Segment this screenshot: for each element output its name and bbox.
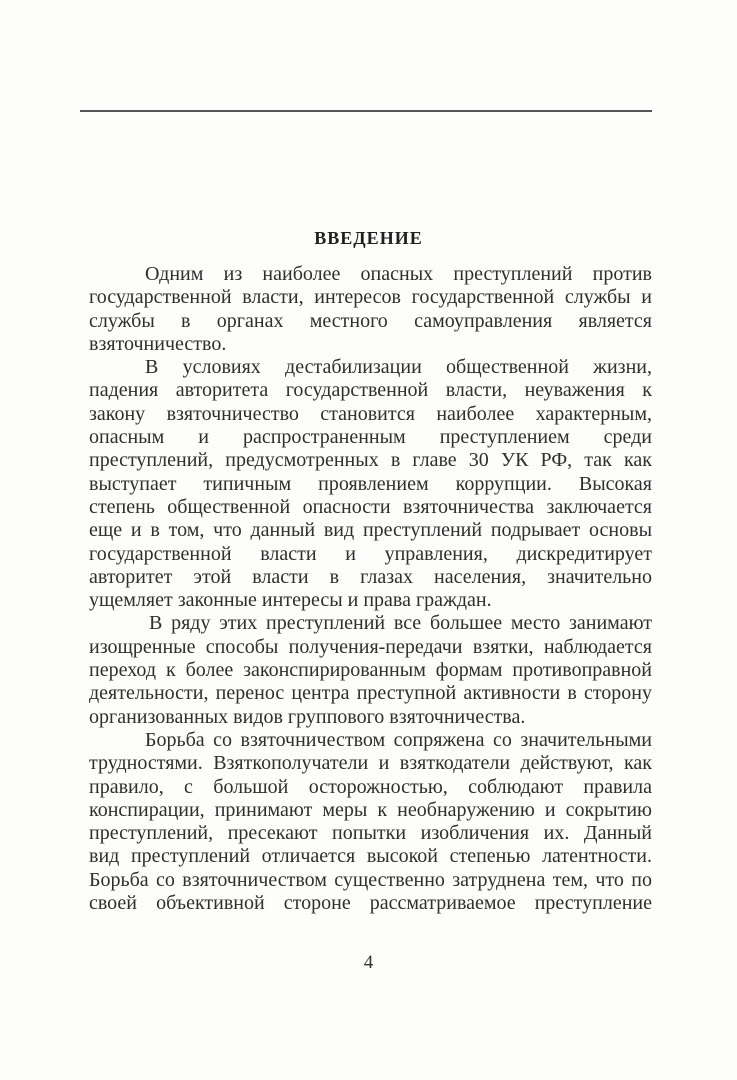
text-line: вид преступлений отличается высокой степенью латентности. [89, 845, 652, 868]
text-line: степень общественной опасности взяточничества заключается [89, 495, 652, 518]
text-line: авторитет этой власти в глазах населения, значительно [89, 565, 652, 588]
header-rule [80, 110, 652, 112]
text-line: переход к более законспирированным формам противоправной [89, 659, 652, 682]
text-line: еще и в том, что данный вид преступлений подрывает основы [89, 519, 652, 542]
body-text [89, 263, 652, 915]
text-line: изощренные способы получения-передачи взятки, наблюдается [89, 635, 652, 658]
paragraph [89, 612, 652, 728]
text-line: В ряду этих преступлений все большее место занимают [149, 612, 652, 635]
text-line: деятельности, перенос центра преступной активности в сторону [89, 682, 652, 705]
page-number: 4 [363, 952, 374, 973]
text-line: Одним из наиболее опасных преступлений против [145, 263, 652, 285]
text-line: В условиях дестабилизации общественной жизни, [145, 356, 652, 379]
text-line: Борьба со взяточничеством сопряжена со значительными [145, 728, 652, 751]
text-line: государственной власти, интересов государственной службы и [89, 286, 652, 309]
paragraph [89, 729, 652, 915]
text-line: Борьба со взяточничеством существенно затруднена тем, что по [89, 868, 652, 891]
text-line: преступлений, предусмотренных в главе 30 УК РФ, так как [89, 449, 652, 472]
paragraph [89, 263, 652, 356]
text-line: закону взяточничество становится наиболее характерным, [89, 402, 652, 425]
text-line: трудностями. Взяткополучатели и взяткодатели действуют, как [89, 752, 652, 775]
text-line: взяточничество. [89, 332, 227, 355]
text-line: падения авторитета государственной власти, неуважения к [89, 379, 652, 402]
section-heading: ВВЕДЕНИЕ [314, 228, 423, 248]
text-line: ущемляет законные интересы и права граждан. [89, 589, 492, 612]
text-line: организованных видов группового взяточничества. [89, 705, 526, 728]
text-line: государственной власти и управления, дискредитирует [89, 542, 652, 565]
text-line: выступает типичным проявлением коррупции. Высокая [89, 472, 652, 495]
text-line: своей объективной стороне рассматриваемое преступление [89, 892, 652, 915]
text-line: конспирации, принимают меры к необнаружению и сокрытию [89, 798, 652, 821]
text-line: правило, с большой осторожностью, соблюдают правила [89, 775, 652, 798]
text-line: службы в органах местного самоуправления является [89, 309, 652, 332]
text-line: преступлений, пресекают попытки изобличения их. Данный [89, 822, 652, 845]
paragraph [89, 356, 652, 612]
text-line: опасным и распространенным преступлением среди [89, 426, 652, 449]
